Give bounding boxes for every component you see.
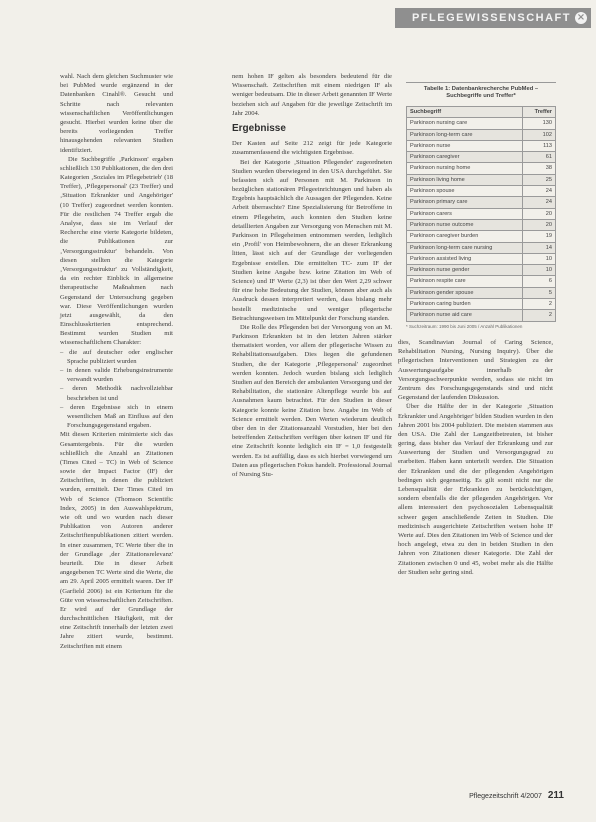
paragraph: Über die Hälfte der in der Kategorie ‚Situation Erkrankter und Angehöriger' bilden Studien wurden in den Jahren 2001 bis 2004 publiziert. Die meisten stammen aus den USA. Die Zahl der Langzeitbetreuten, ist bisher gering, dass bisher das Verlauf der Erkrankung und zur Auswertung der Studien und Versorgungsgrad zu erarbeiten. Haben kann unterteilt werden. Die Situation der Erkrankten und die der pflegenden Angehörigen bedingen sich gegenseitig. Es gilt somit nicht nur die Lebensqualität der Erkrankten zu berücksichtigen, sondern ebenfalls die der pflegenden Angehörigen. Vor allem interessiert den psychosozialen Lebensqualität schwer gegen anschließende Zeiten in Studien. Die medizinisch ausgerichtete Zeitschriften weisen hohe IF Werte auf. Dies den Zitationen im Web of Science und der hoch angelegt, etwa zu den in beiden Studien in den Jahren von Zitationen dieser Kategorie. Die Zahl der Zitationen zwischen 0 und 45, wobei mehr als die Hälfte der Studien sehr gering sind. (398, 403, 553, 576)
cell-hit-count: 20 (523, 219, 556, 230)
cell-hit-count: 24 (523, 186, 556, 197)
journal-issue: Pflegezeitschrift 4/2007 (469, 793, 542, 800)
cell-search-term: Parkinson nurse (407, 140, 523, 151)
cell-hit-count: 130 (523, 118, 556, 129)
page-number: 211 (547, 790, 564, 801)
table-row (407, 310, 556, 321)
cell-search-term: Parkinson nurse outcome (407, 219, 523, 230)
table-row (407, 118, 556, 129)
table-row (407, 129, 556, 140)
text-column-left (60, 72, 173, 651)
cell-hit-count: 19 (523, 231, 556, 242)
cell-hit-count: 10 (523, 253, 556, 264)
cell-hit-count: 6 (523, 276, 556, 287)
cell-search-term: Parkinson caregiver (407, 152, 523, 163)
criteria-list (60, 348, 173, 431)
cell-hit-count: 113 (523, 140, 556, 151)
paragraph: Der Kasten auf Seite 212 zeigt für jede Kategorie zusammenfassend die wichtigsten Ergebnisse. (232, 140, 392, 157)
cell-hit-count: 20 (523, 208, 556, 219)
column-header-hits: Treffer (523, 107, 556, 118)
table-row (407, 174, 556, 185)
table-header-row (407, 107, 556, 118)
search-results-table (406, 106, 556, 322)
table-row (407, 208, 556, 219)
paragraph: Bei der Kategorie ‚Situation Pflegender' zugeordneten Studien wurden überwiegend in den USA durchgeführt. Sie befassten sich auf Personen mit M. Parkinson in bezüglichen stationären Pflegeeinrichtungen und haben als Ergebnis hauptsächlich die Aussagen der Pflegenden. Keine Arbeit überraschte? Eine Spezialisierung für Betroffene in einem Pflegeheim, auch konnten den Studien keine detaillierten Angaben zur Versorgung von Menschen mit M. Parkinson in Pflegeheimen entnommen werden, lediglich ein ‚Profil' von Heimbewohnern, die an dieser Erkrankung litten, lässt sich auf der Grundlage der vorliegenden Ergebnisse erstellen. Die ermittelten TC- zum IF der Studien keine Angabe bzw. keine Zitation im Web of Science) und IF Werte (2,3) ist über den Wert 2,29 schwer für eine hohe Bedeutung der Studien, können aber auch als Ausdruck dessen interpretiert werden, dass bislang mehr bestellt medizinische und weniger pflegerische Betrachtungsweisen im Mittelpunkt der Forschung standen. (232, 158, 392, 322)
cell-search-term: Parkinson assisted living (407, 253, 523, 264)
table-row (407, 276, 556, 287)
table-row (407, 231, 556, 242)
table-body (407, 118, 556, 321)
cell-hit-count: 25 (523, 174, 556, 185)
cell-search-term: Parkinson spouse (407, 186, 523, 197)
table-row (407, 140, 556, 151)
cell-search-term: Parkinson caring burden (407, 299, 523, 310)
search-results-table-box (406, 82, 556, 329)
paragraph: Die Suchbegriffe ‚Parkinson' ergaben schließlich 130 Publikationen, die den drei Kategorien ‚Soziales im Pflegebetrieb' (18 Treffer), ‚Pflegepersonal' (23 Treffer) und ‚Situation Erkrankter und Angehöriger' (10 Treffer) zugeordnet werden konnten. Für die restlichen 74 Treffer ergab die Analyse, dass sie im Verlauf der Recherche eine vierte Kategorie bildeten, die Publikationen zur ‚Versorgungsstruktur' behandeln. Von diesen stellten die Kategorie ‚Versorgungsstruktur' zu Vollständigkeit, da ein rechter Einblick in allgemeine therapeutische Maßnahmen nach Gegenstand der Untersuchung gegeben war. Diese Veröffentlichungen wurden jetzt ausgewählt, da den Einschlusskriterien entsprechend. Bestimmt wurden Studien mit wissenschaftlichem Charakter: (60, 155, 173, 347)
column-header-term: Suchbegriff (407, 107, 523, 118)
page-footer (469, 790, 564, 801)
list-item: – deren Ergebnisse sich in einem wesentlichen Maß an Einfluss auf den Forschungsgegenstand ergaben. (60, 403, 173, 431)
cell-search-term: Parkinson primary care (407, 197, 523, 208)
list-item: – die auf deutscher oder englischer Sprache publiziert wurden (60, 348, 173, 366)
paragraph: Die Rolle des Pflegenden bei der Versorgung von an M. Parkinson Erkrankten ist in den letzten Jahren stärker thematisiert worden, vor allem der pflegerische Wissen zu Rehabilitationsaufgaben. Dies liegen die gefundenen Studien, die der Kategorie ‚Pflegepersonal' zugeordnet werden konnten. Jedoch wurden bislang sich lediglich Studien auf den Bereich der ambulanten Versorgung und der Rehabilitation, die stationäre Altenpflege wurde bis auf Ausnahmen kaum betrachtet. Für den Studien in dieser Kategorie konnte keine Zitation bzw. Angabe im Web of Science ermittelt werden. Den Werten wiederum deutlich über den in der Zitationsanzahl Vorstudien, hier bei den betreffenden Zeitschriften verfügen über keinen IF und für eine Zeitschrift konnte lediglich ein IF = 1,0 festgestellt werden. Es ist auffällig, dass es sich hierbei vorwiegend um Daten aus pflegerischen Fokus handelt. Professional Journal of Nursing Stu- (232, 323, 392, 478)
table-row (407, 265, 556, 276)
cell-hit-count: 24 (523, 197, 556, 208)
journal-section-title: PFLEGEWISSENSCHAFT (411, 12, 571, 24)
table-row (407, 152, 556, 163)
table-row (407, 219, 556, 230)
cell-search-term: Parkinson gender spouse (407, 287, 523, 298)
table-row (407, 197, 556, 208)
table-row (407, 299, 556, 310)
cell-search-term: Parkinson nursing home (407, 163, 523, 174)
text-column-middle (232, 72, 392, 479)
cell-search-term: Parkinson long-term care (407, 129, 523, 140)
cell-search-term: Parkinson respite care (407, 276, 523, 287)
cell-hit-count: 2 (523, 310, 556, 321)
journal-header-bar (395, 8, 591, 28)
cell-search-term: Parkinson nursing care (407, 118, 523, 129)
cell-hit-count: 61 (523, 152, 556, 163)
cell-hit-count: 14 (523, 242, 556, 253)
text-column-right (398, 338, 553, 577)
list-item: – deren Methodik nachvollziehbar beschrieben ist und (60, 384, 173, 402)
paragraph: Mit diesen Kriterien minimierte sich das Gesamtergebnis. Für die wurden schließlich die Anzahl an Zitationen (Times Cited – TC) in Web of Science sowie der Impact Factor (IF) der Zeitschriften, in denen die publiziert wurden, ermittelt. Der Times Cited im Web of Science (Thomson Scientific Index, 2005) in den Auswahlspektrum, wie oft und wo wurden nach dieser Publikation von Autoren anderer Zeitschriftenpublikationen zitiert werden. In einer zusammen, TC Werte über die in der Grundlage ‚der Zitationsrelevanz' beurteilt. Die in dieser Arbeit angegebenen TC Werte sind die Werte, die am 29. April 2005 ermittelt waren. Der IF (Garfield 2006) ist ein Kriterium für die Güte von wissenschaftlichen Zeitschriften. Er wird auf der Grundlage der durchschnittlichen Häufigkeit, mit der eine Zeitschrift innerhalb der letzten zwei Jahre zitiert wurde, bestimmt. Zeitschriften mit einem (60, 431, 173, 650)
table-row (407, 287, 556, 298)
section-heading: Ergebnisse (232, 122, 286, 134)
table-row (407, 253, 556, 264)
cell-search-term: Parkinson caregiver burden (407, 231, 523, 242)
table-row (407, 163, 556, 174)
cell-search-term: Parkinson nurse gender (407, 265, 523, 276)
table-caption: Tabelle 1: Datenbankrecherche PubMed – Suchbegriffe und Treffer* (406, 82, 556, 100)
list-item: – in denen valide Erhebungsinstrumente verwandt wurden (60, 366, 173, 384)
table-row (407, 242, 556, 253)
cell-search-term: Parkinson nurse aid care (407, 310, 523, 321)
circle-x-icon: × (576, 12, 586, 23)
cell-hit-count: 2 (523, 299, 556, 310)
cell-hit-count: 102 (523, 129, 556, 140)
table-row (407, 186, 556, 197)
cell-search-term: Parkinson long-term care nursing (407, 242, 523, 253)
cell-search-term: Parkinson carers (407, 208, 523, 219)
paragraph: dies, Scandinavian Journal of Caring Science, Rehabilitation Nursing, Nursing Inquiry). Über die pflegerischen Interventionen und Strategien zu der Auswertungsaufgabe innerhalb der Versorgungsschwerpunkte werden, sodass sie nicht im Zentrum des Forschungsgegenstands sind und nicht Gegenstand der laufenden Diskussion. (398, 339, 553, 402)
table-footnote: * Suchzeitraum: 1990 bis Juni 2005 / Anzahl Publikationen (406, 323, 523, 329)
paragraph: nem hohen IF gelten als besonders bedeutend für die Wissenschaft. Zeitschriften mit einem niedrigen IF als weniger bedeutsam. Die in dieser Arbeit genannten IF Werte beziehen sich auf Angaben für die jeweilige Zeitschrift im Jahr 2004. (232, 73, 392, 117)
paragraph: wahl. Nach dem gleichen Suchmuster wie bei PubMed wurde ergänzend in der Datenbanken Cinahl®. Gesucht und Schritte nach relevanten wissenschaftlichen Veröffentlichungen gesucht. Hierbei wurden keine über die bereits vorliegenden Treffer hinausgehenden relevanten Studien identifiziert. (60, 73, 173, 154)
cell-hit-count: 10 (523, 265, 556, 276)
cell-search-term: Parkinson living home (407, 174, 523, 185)
cell-hit-count: 5 (523, 287, 556, 298)
cell-hit-count: 38 (523, 163, 556, 174)
